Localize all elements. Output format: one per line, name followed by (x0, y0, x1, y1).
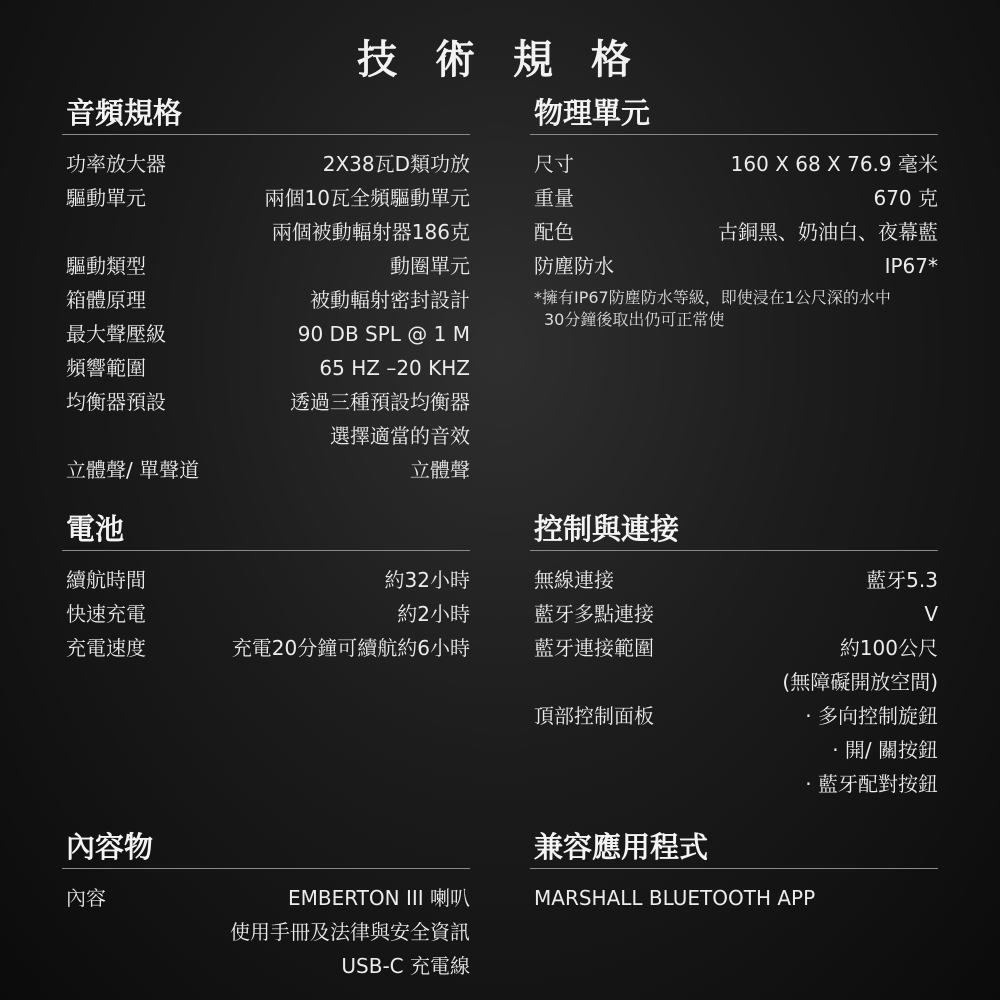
contents-section-title: 內容物 (66, 830, 154, 864)
physical-spec-value-line: IP67* (884, 254, 938, 278)
control-spec-value (924, 597, 938, 631)
audio-spec-value-line: 立體聲 (410, 458, 470, 482)
physical-spec-row (530, 249, 938, 283)
contents-spec-row (62, 881, 470, 983)
physical-spec-row (530, 215, 938, 249)
control-rows (530, 563, 938, 801)
apps-section-title: 兼容應用程式 (534, 830, 709, 864)
physical-spec-label: 重量 (534, 186, 574, 210)
battery-spec-value-line: 約2小時 (397, 602, 470, 626)
audio-spec-row (62, 249, 470, 283)
control-spec-label: 藍牙多點連接 (534, 602, 654, 626)
audio-divider (62, 134, 470, 135)
battery-spec-row (62, 563, 470, 597)
contents-spec-value (230, 881, 470, 983)
waterproof-note (530, 287, 938, 331)
battery-divider (62, 550, 470, 551)
control-spec-row (530, 631, 938, 699)
audio-spec-value-line: 透過三種預設均衡器 (290, 390, 470, 414)
battery-spec-value-line: 充電20分鐘可續航約6小時 (231, 636, 470, 660)
audio-spec-row (62, 147, 470, 181)
physical-spec-value-line: 670 克 (873, 186, 938, 210)
control-spec-row (530, 699, 938, 801)
battery-spec-label: 快速充電 (66, 602, 146, 626)
battery-spec-value (397, 597, 470, 631)
audio-spec-label: 驅動單元 (66, 186, 146, 210)
physical-spec-value (731, 147, 938, 181)
physical-spec-value-line: 古銅黑、奶油白、夜幕藍 (718, 220, 938, 244)
audio-spec-value (298, 317, 470, 351)
control-section (530, 508, 938, 801)
control-spec-row (530, 563, 938, 597)
audio-spec-value-line: 90 DB SPL @ 1 M (297, 322, 470, 346)
control-spec-row (530, 597, 938, 631)
audio-spec-row (62, 351, 470, 385)
waterproof-note-line1: *擁有IP67防塵防水等級，即使浸在1公尺深的水中 (534, 288, 891, 307)
control-spec-label: 藍牙連接範圍 (534, 636, 654, 660)
physical-spec-value-line: 160 X 68 X 76.9 毫米 (730, 152, 938, 176)
contents-section (62, 826, 470, 983)
audio-spec-value-line: 2X38瓦D類功放 (322, 152, 470, 176)
physical-spec-label: 尺寸 (534, 152, 574, 176)
control-spec-value-line: · 藍牙配對按鈕 (805, 772, 938, 796)
apps-spec-label: MARSHALL BLUETOOTH APP (534, 886, 816, 910)
physical-section (530, 92, 938, 331)
control-spec-value-line: (無障礙開放空間) (782, 670, 938, 694)
battery-spec-label: 續航時間 (66, 568, 146, 592)
audio-spec-label: 驅動類型 (66, 254, 146, 278)
physical-divider (530, 134, 938, 135)
apps-section (530, 826, 938, 915)
control-spec-value-line: · 開/ 關按鈕 (832, 738, 938, 762)
contents-spec-label: 內容 (66, 886, 106, 910)
audio-spec-label: 最大聲壓級 (66, 322, 166, 346)
physical-spec-row (530, 147, 938, 181)
battery-section-title: 電池 (66, 512, 125, 546)
physical-spec-value (885, 249, 938, 283)
audio-spec-value (323, 147, 470, 181)
contents-rows (62, 881, 470, 983)
audio-rows (62, 147, 470, 487)
control-spec-value (866, 563, 938, 597)
physical-spec-row (530, 181, 938, 215)
audio-spec-value (319, 351, 470, 385)
audio-spec-value-line: 兩個10瓦全頻驅動單元 (264, 186, 470, 210)
apps-rows (530, 881, 938, 915)
audio-spec-label: 頻響範圍 (66, 356, 146, 380)
control-section-title: 控制與連接 (534, 512, 680, 546)
control-spec-value-line: · 多向控制旋鈕 (805, 704, 938, 728)
control-spec-value-line: 藍牙5.3 (866, 568, 938, 592)
audio-spec-label: 立體聲/ 單聲道 (66, 458, 200, 482)
physical-spec-value (718, 215, 938, 249)
apps-divider (530, 868, 938, 869)
audio-spec-label: 功率放大器 (66, 152, 166, 176)
battery-spec-value (385, 563, 470, 597)
battery-section (62, 508, 470, 665)
audio-spec-row (62, 317, 470, 351)
audio-spec-row (62, 181, 470, 249)
contents-divider (62, 868, 470, 869)
page-title: 技 術 規 格 (357, 37, 643, 83)
audio-section (62, 92, 470, 487)
contents-spec-value-line: USB-C 充電線 (341, 954, 470, 978)
contents-spec-value-line: 使用手冊及法律與安全資訊 (230, 920, 470, 944)
control-spec-value (782, 631, 938, 699)
audio-spec-row (62, 385, 470, 453)
audio-spec-value-line: 兩個被動輻射器186克 (271, 220, 470, 244)
physical-spec-label: 配色 (534, 220, 574, 244)
audio-spec-value (390, 249, 470, 283)
audio-spec-value-line: 動圈單元 (390, 254, 470, 278)
control-spec-label: 無線連接 (534, 568, 614, 592)
battery-spec-row (62, 597, 470, 631)
audio-spec-value-line: 65 HZ –20 KHZ (319, 356, 470, 380)
battery-spec-label: 充電速度 (66, 636, 146, 660)
audio-spec-value (265, 181, 470, 249)
audio-spec-value (290, 385, 470, 453)
battery-spec-value-line: 約32小時 (384, 568, 470, 592)
physical-rows (530, 147, 938, 283)
physical-section-title: 物理單元 (534, 96, 651, 130)
audio-section-title: 音頻規格 (66, 96, 183, 130)
control-spec-value (805, 699, 938, 801)
control-spec-value-line: V (924, 602, 938, 626)
battery-spec-row (62, 631, 470, 665)
audio-spec-row (62, 283, 470, 317)
waterproof-note-line2: 30分鐘後取出仍可正常使 (544, 310, 725, 329)
physical-spec-value (873, 181, 938, 215)
control-spec-value-line: 約100公尺 (839, 636, 938, 660)
audio-spec-value (410, 453, 470, 487)
audio-spec-row (62, 453, 470, 487)
audio-spec-label: 均衡器預設 (66, 390, 166, 414)
battery-rows (62, 563, 470, 665)
contents-spec-value-line: EMBERTON III 喇叭 (287, 886, 470, 910)
audio-spec-value-line: 選擇適當的音效 (330, 424, 470, 448)
battery-spec-value (232, 631, 470, 665)
audio-spec-label: 箱體原理 (66, 288, 146, 312)
control-divider (530, 550, 938, 551)
control-spec-label: 頂部控制面板 (534, 704, 654, 728)
audio-spec-value (310, 283, 470, 317)
audio-spec-value-line: 被動輻射密封設計 (310, 288, 470, 312)
physical-spec-label: 防塵防水 (534, 254, 614, 278)
apps-spec-row (530, 881, 938, 915)
